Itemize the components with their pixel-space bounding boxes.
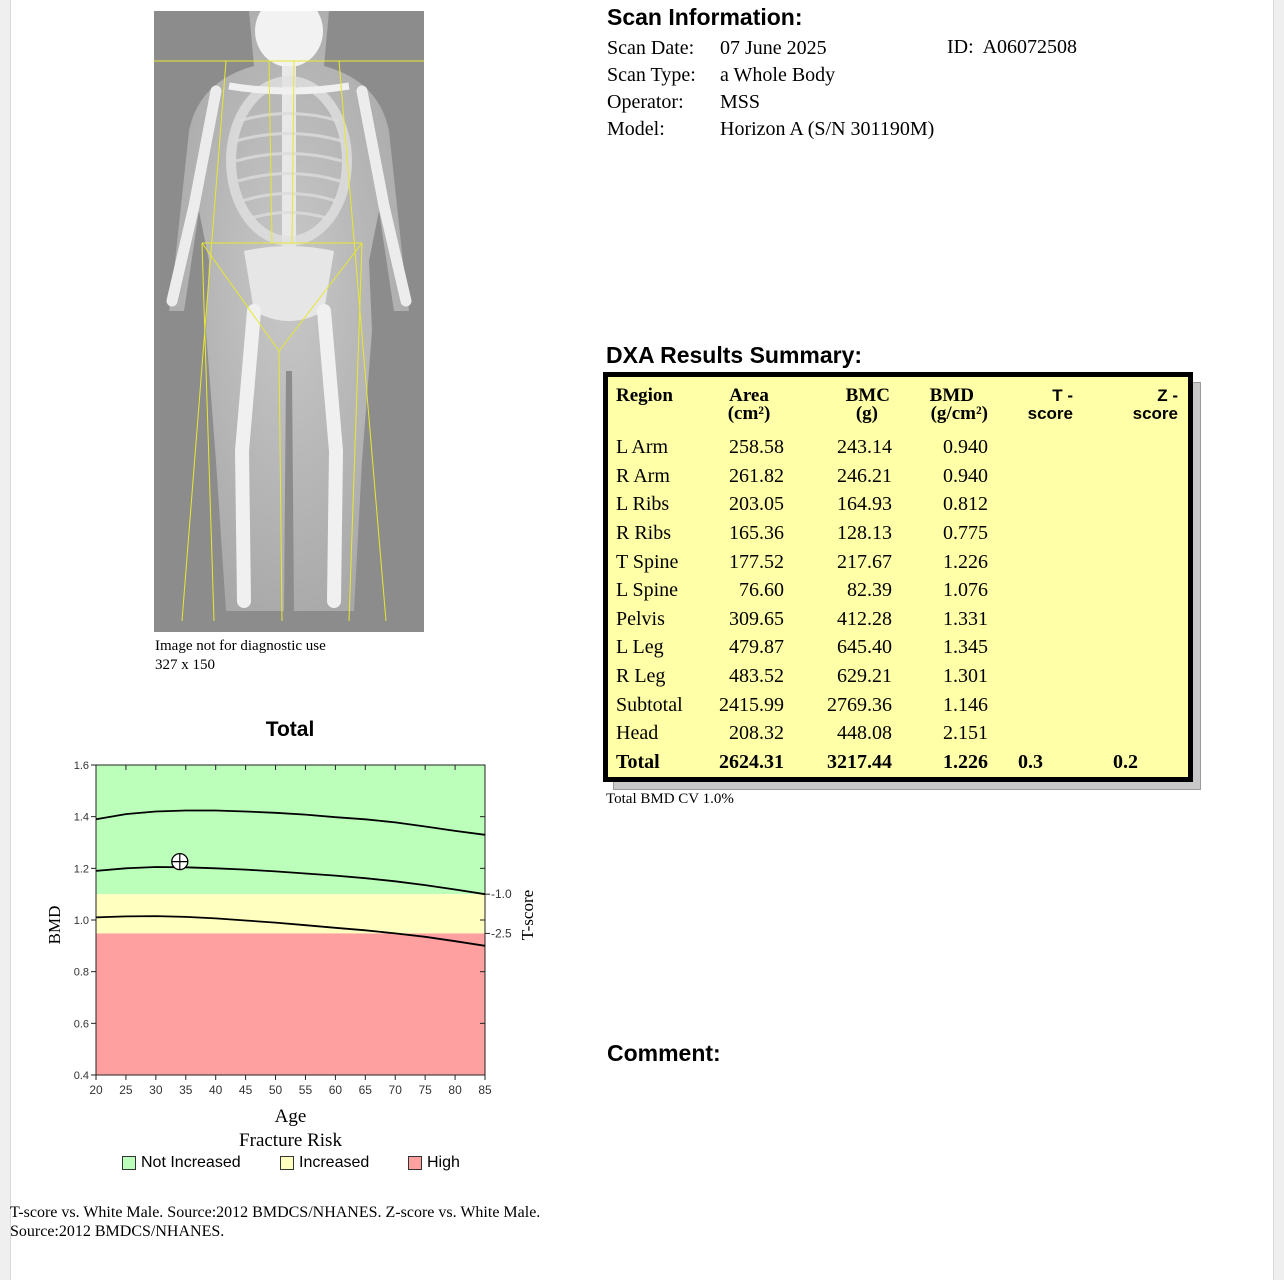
cell-region: L Arm	[616, 436, 669, 459]
scan-type-row	[607, 62, 835, 88]
y-tick-label: 1.0	[73, 915, 89, 927]
x-tick-label: 65	[358, 1083, 372, 1097]
table-row	[616, 605, 1178, 634]
chart-title: Total	[265, 718, 315, 741]
reference-footnote: T-score vs. White Male. Source:2012 BMDCS/NHANES. Z-score vs. White Male. Source:2012 BMDCS/NHANES.	[10, 1204, 541, 1240]
cell-region: L Ribs	[616, 493, 670, 516]
x-tick-label: 25	[119, 1083, 133, 1097]
legend-swatch-not-increased	[122, 1156, 136, 1170]
operator-row	[607, 89, 760, 115]
x-tick-label: 45	[238, 1083, 253, 1097]
cell-area: 258.58	[729, 436, 784, 459]
patient-id-value: A06072508	[982, 36, 1078, 58]
patient-id	[947, 36, 1077, 59]
x-tick-label: 85	[478, 1083, 492, 1097]
cell-t	[988, 690, 1073, 719]
scan-date-label: Scan Date:	[607, 37, 695, 59]
cell-bmd: 1.076	[943, 579, 988, 602]
zone-increased	[96, 894, 485, 933]
legend-swatch-increased	[280, 1156, 294, 1170]
table-row	[616, 633, 1178, 662]
cell-bmd: 1.331	[943, 607, 988, 630]
legend-label-increased: Increased	[299, 1154, 370, 1171]
results-title: DXA Results Summary:	[606, 342, 863, 368]
x-axis-sublabel: Fracture Risk	[239, 1130, 342, 1150]
table-row	[616, 690, 1178, 719]
cell-bmc: 217.67	[837, 550, 892, 573]
cell-bmc: 128.13	[837, 522, 892, 545]
x-tick-label: 50	[268, 1083, 283, 1097]
legend-swatch-high	[408, 1156, 422, 1170]
cell-region: R Leg	[616, 665, 666, 688]
cell-t	[988, 433, 1073, 462]
col-header-bmc: BMC (g)	[845, 385, 890, 424]
cell-bmd: 0.775	[943, 522, 988, 545]
model-row	[607, 116, 934, 142]
cell-bmc: 629.21	[837, 665, 892, 688]
cell-region: Subtotal	[616, 693, 683, 716]
x-tick-label: 40	[209, 1083, 223, 1097]
y-tick-label: 0.8	[73, 966, 89, 979]
y-tick-label: 0.4	[73, 1070, 89, 1082]
table-row	[616, 433, 1178, 462]
cell-bmc: 246.21	[837, 464, 892, 487]
cell-bmc: 2769.36	[827, 693, 892, 716]
zone-high	[96, 933, 485, 1075]
cell-z	[1073, 633, 1178, 662]
x-tick-label: 75	[418, 1083, 432, 1097]
cell-region: L Spine	[616, 579, 679, 602]
cell-z	[1073, 462, 1178, 491]
cell-t	[988, 490, 1073, 519]
col-header-area: Area (cm²)	[727, 385, 771, 424]
cell-z	[1073, 519, 1178, 548]
operator-label: Operator:	[607, 91, 684, 113]
cell-region: R Arm	[616, 464, 670, 487]
cell-t	[988, 605, 1073, 634]
cell-t	[988, 633, 1073, 662]
whole-body-scan-image	[154, 11, 424, 632]
cell-z	[1073, 690, 1178, 719]
tscore-tick-label: -2.5	[491, 926, 512, 941]
cell-area: 479.87	[729, 636, 784, 659]
y-tick-label: 0.6	[73, 1018, 89, 1031]
cell-area: 208.32	[729, 722, 784, 745]
bmd-cv-note: Total BMD CV 1.0%	[606, 791, 734, 807]
cell-area: 309.65	[729, 607, 784, 630]
col-header-bmd: BMD (g/cm²)	[929, 385, 988, 424]
cell-area: 483.52	[729, 665, 784, 688]
cell-t	[988, 662, 1073, 691]
cell-bmc: 243.14	[837, 436, 892, 459]
scan-image-caption	[155, 637, 326, 675]
table-row	[616, 576, 1178, 605]
cell-area: 76.60	[739, 579, 784, 602]
scan-caption-disclaimer: Image not for diagnostic use	[155, 638, 326, 654]
table-row	[616, 462, 1178, 491]
results-table-box	[603, 372, 1193, 782]
y-tick-label: 1.2	[73, 863, 89, 876]
cell-bmc: 164.93	[837, 493, 892, 516]
x-axis-label: Age	[274, 1106, 307, 1127]
operator-value: MSS	[720, 91, 761, 113]
cell-bmc: 412.28	[837, 607, 892, 630]
cell-bmd: 2.151	[943, 722, 988, 745]
cell-t	[988, 576, 1073, 605]
cell-t	[988, 519, 1073, 548]
table-row	[616, 490, 1178, 519]
x-tick-label: 30	[149, 1083, 163, 1097]
cell-z	[1073, 433, 1178, 462]
cell-area: 2624.31	[719, 750, 784, 773]
table-row	[616, 719, 1178, 748]
cell-area: 203.05	[729, 493, 784, 516]
scan-info-title: Scan Information:	[607, 4, 803, 30]
cell-region: Pelvis	[616, 607, 665, 630]
scan-date-row	[607, 35, 827, 61]
model-label: Model:	[607, 118, 665, 140]
zone-not-increased	[96, 765, 485, 894]
table-row	[616, 547, 1178, 576]
cell-region: Head	[616, 722, 659, 745]
legend-label-high: High	[427, 1154, 460, 1171]
cell-z	[1073, 576, 1178, 605]
skeleton-image	[154, 11, 424, 632]
legend-increased	[280, 1154, 369, 1172]
cell-bmd: 0.940	[943, 464, 988, 487]
table-row	[616, 662, 1178, 691]
cell-region: R Ribs	[616, 522, 672, 545]
x-tick-label: 60	[328, 1083, 343, 1097]
cell-bmc: 82.39	[847, 579, 892, 602]
table-row	[616, 519, 1178, 548]
results-header-row	[616, 387, 1178, 433]
legend-label-not-increased: Not Increased	[141, 1154, 241, 1171]
cell-region: L Leg	[616, 636, 664, 659]
cell-bmc: 3217.44	[827, 750, 892, 773]
model-value: Horizon A (S/N 301190M)	[720, 118, 935, 140]
cell-bmd: 0.940	[943, 436, 988, 459]
window-frame-right	[1273, 0, 1284, 1280]
scan-type-value: a Whole Body	[720, 64, 836, 86]
cell-z: 0.2	[1113, 750, 1138, 773]
cell-t	[988, 719, 1073, 748]
comment-title: Comment:	[607, 1040, 721, 1066]
col-header-tscore: T - score	[1027, 386, 1073, 423]
x-tick-label: 80	[448, 1083, 462, 1097]
cell-bmd: 1.146	[943, 693, 988, 716]
x-tick-label: 35	[179, 1083, 193, 1097]
cell-bmd: 1.345	[943, 636, 988, 659]
cell-z	[1073, 662, 1178, 691]
cell-region: T Spine	[616, 550, 679, 573]
legend-high	[408, 1154, 460, 1172]
cell-area: 165.36	[729, 522, 784, 545]
x-tick-label: 20	[89, 1083, 103, 1097]
bmd-age-chart	[30, 755, 560, 1150]
cell-area: 261.82	[729, 464, 784, 487]
scan-date-value: 07 June 2025	[720, 37, 827, 59]
x-tick-label: 70	[388, 1083, 402, 1097]
x-tick-label: 55	[298, 1083, 313, 1097]
scan-caption-size: 327 x 150	[155, 657, 215, 673]
y-tick-label: 1.6	[73, 760, 89, 772]
legend-not-increased	[122, 1154, 241, 1172]
col-header-region: Region	[616, 385, 673, 406]
cell-t	[988, 462, 1073, 491]
cell-bmd: 0.812	[943, 493, 988, 516]
cell-bmc: 448.08	[837, 722, 892, 745]
cell-bmd: 1.301	[943, 665, 988, 688]
y-axis-label: BMD	[45, 905, 64, 945]
cell-z	[1073, 547, 1178, 576]
window-frame-left	[0, 0, 11, 1280]
tscore-tick-label: -1.0	[491, 887, 512, 902]
table-row-total	[616, 748, 1178, 777]
cell-z	[1073, 719, 1178, 748]
patient-id-label: ID:	[947, 36, 974, 58]
cell-region: Total	[616, 750, 660, 773]
y-tick-label: 1.4	[73, 811, 89, 824]
cell-bmd: 1.226	[943, 750, 988, 773]
y-axis-right-label: T-score	[518, 889, 537, 941]
cell-area: 177.52	[729, 550, 784, 573]
results-table	[616, 387, 1178, 776]
scan-type-label: Scan Type:	[607, 64, 696, 86]
cell-z	[1073, 490, 1178, 519]
cell-area: 2415.99	[719, 693, 784, 716]
cell-bmd: 1.226	[943, 550, 988, 573]
col-header-zscore: Z - score	[1132, 386, 1178, 423]
cell-bmc: 645.40	[837, 636, 892, 659]
cell-t: 0.3	[1018, 750, 1043, 773]
cell-z	[1073, 605, 1178, 634]
cell-t	[988, 547, 1073, 576]
